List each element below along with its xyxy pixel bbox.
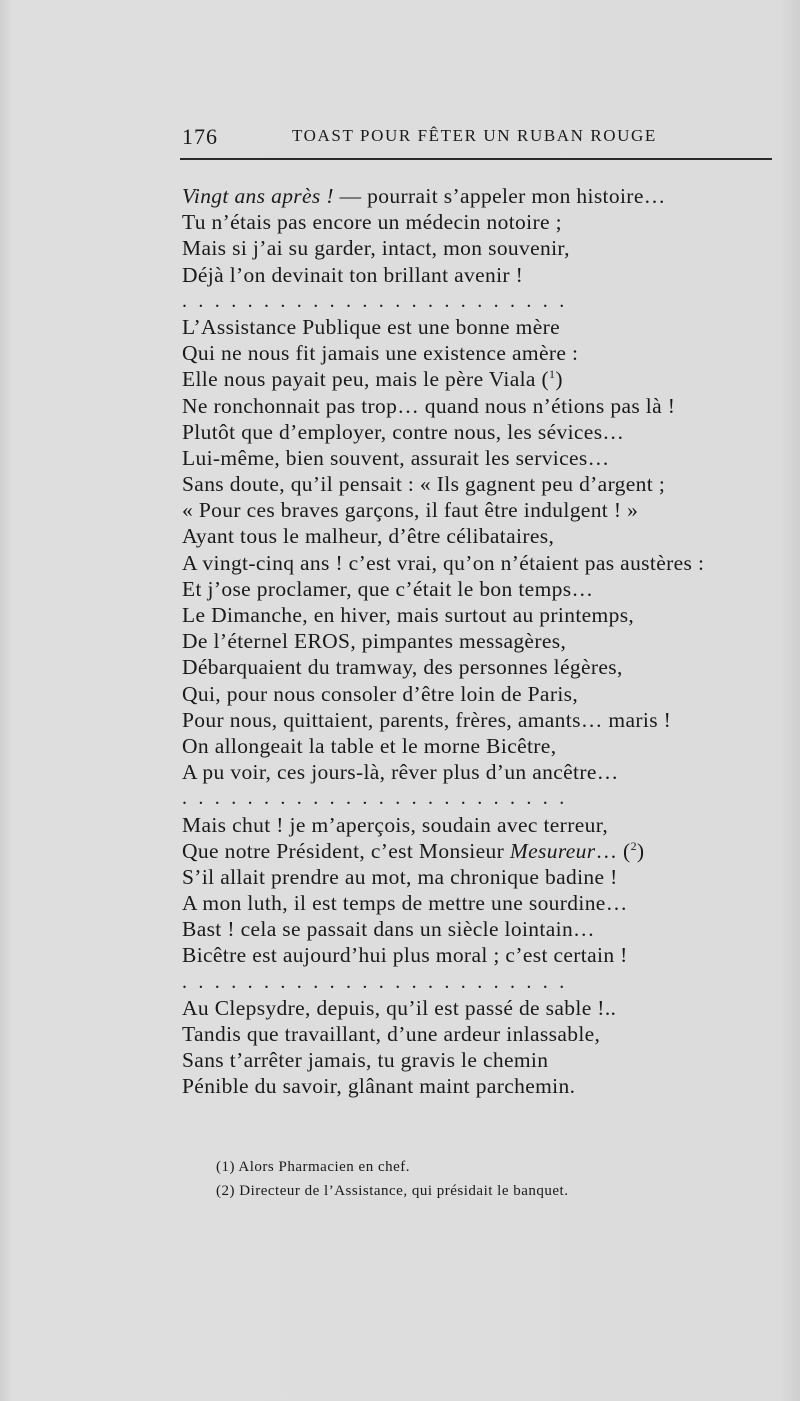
poem-line <box>182 890 782 916</box>
poem-line <box>182 262 782 288</box>
poem-line <box>182 995 782 1021</box>
line-text: Bicêtre est aujourd’hui plus moral ; c’est certain ! <box>182 943 628 968</box>
line-text: Que notre Président, c’est Monsieur <box>182 838 510 863</box>
line-text: Elle nous payait peu, mais le père Viala ( <box>182 367 550 392</box>
line-text: Déjà l’on devinait ton brillant avenir ! <box>182 262 524 287</box>
line-text: Débarquaient du tramway, des personnes légères, <box>182 655 623 680</box>
poem-line <box>182 550 782 576</box>
ellipsis-separator: ........................ <box>182 787 576 810</box>
line-text: Ne ronchonnait pas trop… quand nous n’étions pas là ! <box>182 393 676 418</box>
line-text: A mon luth, il est temps de mettre une sourdine… <box>182 891 628 916</box>
footnote-1: (1) Alors Pharmacien en chef. <box>216 1159 411 1175</box>
poem-line <box>182 654 782 680</box>
line-text: Le Dimanche, en hiver, mais surtout au printemps, <box>182 603 635 627</box>
footnotes <box>216 1155 776 1203</box>
poem-line <box>182 209 782 235</box>
running-title: TOAST POUR FÊTER UN RUBAN ROUGE <box>292 126 657 145</box>
line-text: Qui ne nous fit jamais une existence amère : <box>182 341 579 366</box>
poem-line <box>182 812 782 838</box>
poem-line <box>182 523 782 549</box>
poem-line <box>182 707 782 733</box>
poem-line <box>182 340 782 366</box>
italic-text: Vingt ans après ! <box>182 184 334 208</box>
poem-line <box>182 838 782 864</box>
header-rule <box>180 158 772 160</box>
line-text: A vingt-cinq ans ! c’est vrai, qu’on n’étaient pas austères : <box>182 550 705 575</box>
poem-line <box>182 235 782 261</box>
poem-line <box>182 445 782 471</box>
line-text: Ayant tous le malheur, d’être célibataires, <box>182 524 555 549</box>
poem-line <box>182 733 782 759</box>
line-text: S’il allait prendre au mot, ma chronique badine ! <box>182 864 618 889</box>
line-text: Mais si j’ai su garder, intact, mon souvenir, <box>182 236 570 261</box>
poem-body <box>182 183 782 1100</box>
line-text: A pu voir, ces jours-là, rêver plus d’un ancêtre… <box>182 760 619 785</box>
line-text: Lui-même, bien souvent, assurait les services… <box>182 445 610 470</box>
line-text: Pénible du savoir, glânant maint parchemin. <box>182 1074 576 1099</box>
line-text: De l’éternel EROS, pimpantes messagères, <box>182 629 567 654</box>
poem-line <box>182 916 782 942</box>
page-header <box>182 124 772 156</box>
poem-line <box>182 942 782 968</box>
line-text: Bast ! cela se passait dans un siècle lointain… <box>182 917 595 942</box>
line-text: On allongeait la table et le morne Bicêtre, <box>182 733 557 758</box>
line-text: Qui, pour nous consoler d’être loin de Paris, <box>182 681 579 706</box>
line-text: Mais chut ! je m’aperçois, soudain avec terreur, <box>182 812 609 837</box>
ellipsis-separator: ........................ <box>182 970 576 993</box>
italic-name: Mesureur <box>509 838 596 863</box>
poem-line <box>182 471 782 497</box>
footnote-marker: 1 <box>549 367 556 382</box>
poem-line <box>182 314 782 340</box>
line-tail: … ( <box>595 838 631 863</box>
line-text: Tu n’étais pas encore un médecin notoire ; <box>182 210 562 235</box>
poem-line <box>182 576 782 602</box>
page-number: 176 <box>182 124 218 149</box>
line-text: « Pour ces braves garçons, il faut être indulgent ! » <box>182 498 639 523</box>
ellipsis-separator: ........................ <box>182 289 576 312</box>
line-text: — pourrait s’appeler mon histoire… <box>333 184 666 208</box>
line-text: Sans t’arrêter jamais, tu gravis le chemin <box>182 1048 549 1073</box>
line-text: Au Clepsydre, depuis, qu’il est passé de sable !.. <box>182 995 617 1020</box>
poem-line <box>182 497 782 523</box>
poem-line <box>182 366 782 392</box>
line-text: Et j’ose proclamer, que c’était le bon temps… <box>182 576 594 601</box>
line-text: Sans doute, qu’il pensait : « Ils gagnent peu d’argent ; <box>182 472 666 497</box>
line-text: L’Assistance Publique est une bonne mère <box>182 314 561 339</box>
poem-line <box>182 1021 782 1047</box>
footnote-2: (2) Directeur de l’Assistance, qui présidait le banquet. <box>216 1183 569 1199</box>
poem-line <box>182 1047 782 1073</box>
line-text: Tandis que travaillant, d’une ardeur inlassable, <box>182 1022 601 1046</box>
line-text: Pour nous, quittaient, parents, frères, amants… maris ! <box>182 707 672 732</box>
line-close: ) <box>636 838 645 863</box>
poem-line <box>182 419 782 445</box>
poem-line <box>182 628 782 654</box>
footnote-marker: 2 <box>630 838 637 853</box>
poem-line <box>182 393 782 419</box>
poem-line <box>182 864 782 890</box>
line-text: Plutôt que d’employer, contre nous, les sévices… <box>182 419 625 444</box>
poem-line <box>182 759 782 785</box>
line-close: ) <box>555 367 563 392</box>
poem-line <box>182 183 782 209</box>
poem-line <box>182 681 782 707</box>
poem-line <box>182 1073 782 1099</box>
poem-line <box>182 602 782 628</box>
